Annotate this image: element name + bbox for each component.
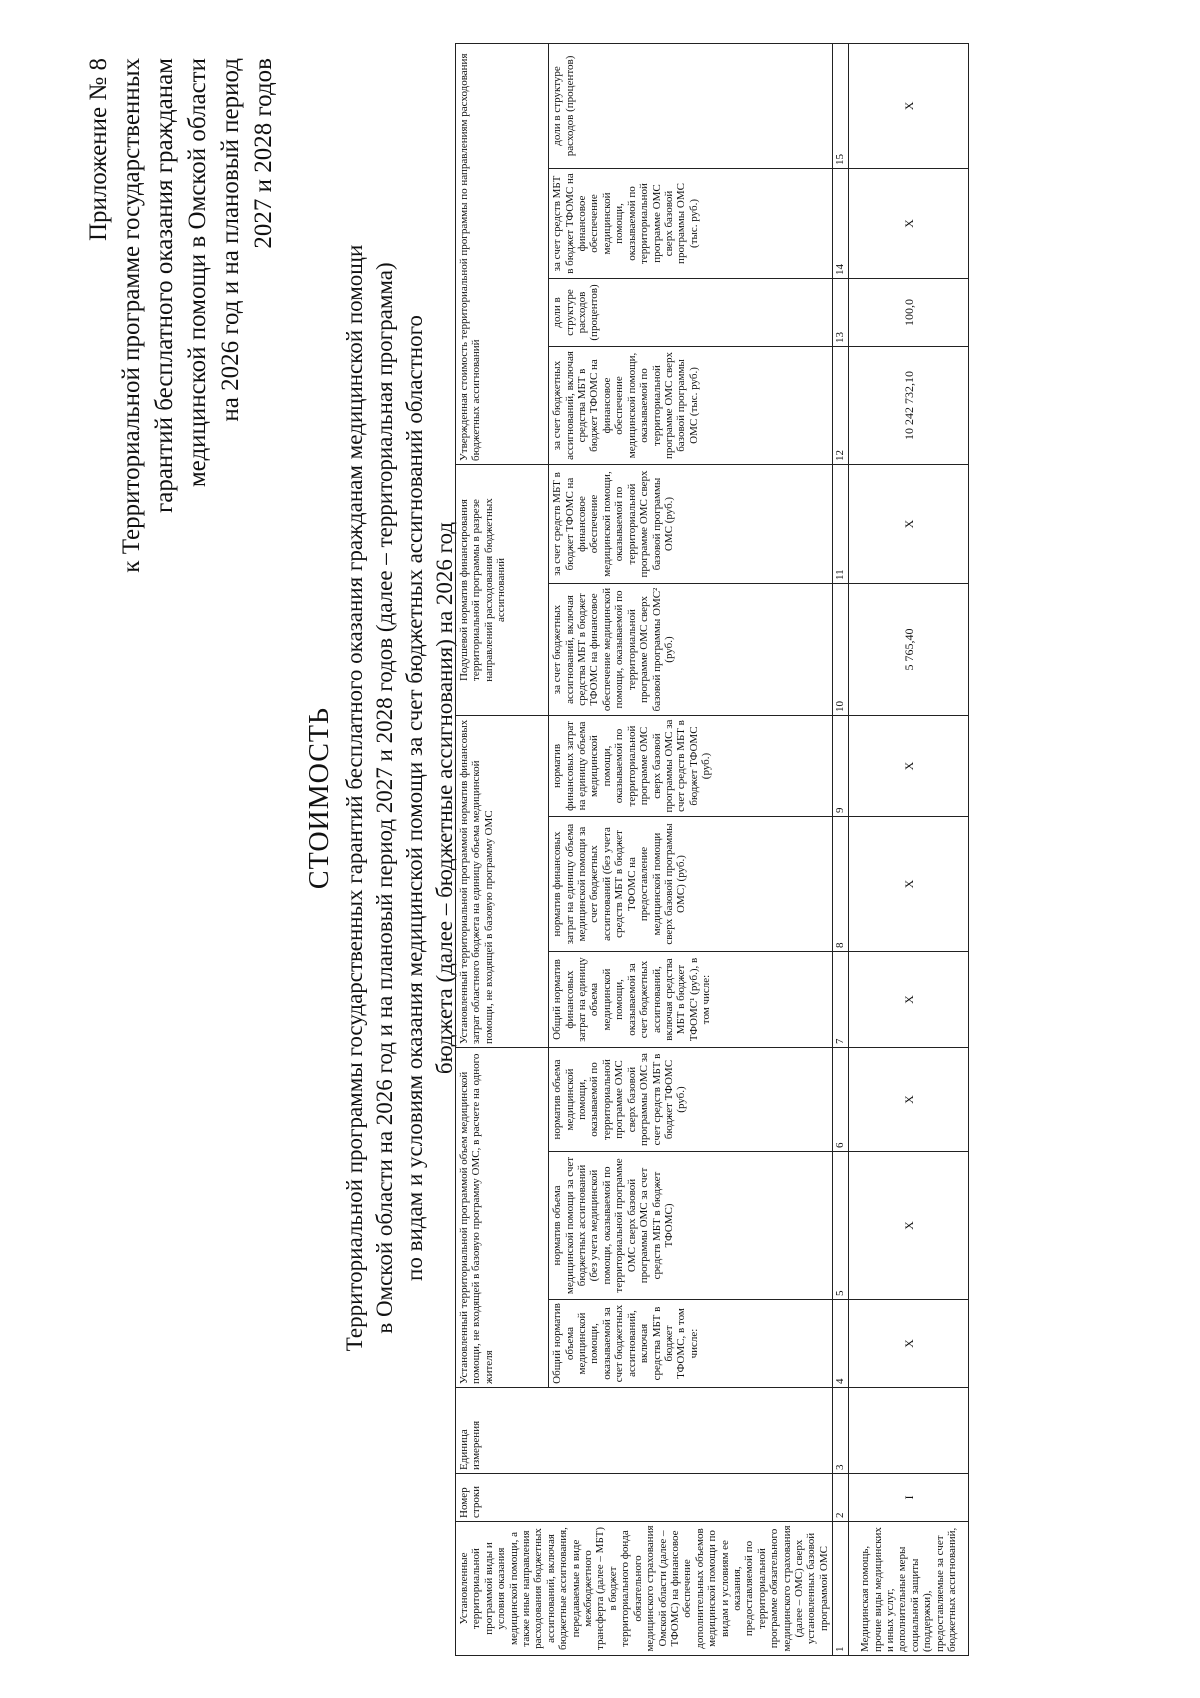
column-number: 15 <box>833 43 849 168</box>
subtitle-line: Территориальной программы государственных гарантий бесплатного оказания гражданам медицинской помощи <box>342 244 367 1352</box>
header-cell-14: за счет средств МБТ в бюджет ТФОМС на финансовое обеспечение медицинской помощи, оказываемой по территориальной программе ОМС сверх базовой программы ОМС (тыс. руб.) <box>549 168 833 278</box>
cost-table <box>455 43 969 1656</box>
column-number: 10 <box>833 584 849 716</box>
table-cell: X <box>849 43 969 168</box>
header-cell-7: Общий норматив финансовых затрат на единицу объема медицинской помощи, оказываемой за счет бюджетных ассигнований, включая средства МБТ в бюджет ТФОМС¹ (руб.), в том числе: <box>549 952 833 1048</box>
column-number: 1 <box>833 1522 849 1656</box>
header-cell-5: норматив объема медицинской помощи за счет бюджетных ассигнований (без учета медицинской помощи, оказываемой по территориальной программе ОМС сверх базовой программы ОМС за счет средств МБТ в бюджет ТФОМС) <box>549 1152 833 1300</box>
table-cell: 10 242 732,10 <box>849 346 969 464</box>
appendix-block <box>82 58 280 678</box>
document-title: СТОИМОСТЬ <box>304 706 335 890</box>
column-number: 11 <box>833 464 849 583</box>
column-number: 7 <box>833 952 849 1048</box>
table-cell: X <box>849 952 969 1048</box>
appendix-line: 2027 и 2028 годов <box>250 58 277 249</box>
table-cell: X <box>849 464 969 583</box>
table-cell: 100,0 <box>849 278 969 346</box>
subtitle-line: в Омской области на 2026 год и на плановый период 2027 и 2028 годов (далее – территориальная программа) <box>372 262 397 1334</box>
header-cell-8: норматив финансовых затрат на единицу объема медицинской помощи за счет бюджетных ассигнований (без учета средств МБТ в бюджет ТФОМС на предоставление медицинской помощи сверх базовой программы ОМС) (руб.) <box>549 817 833 952</box>
appendix-line: на 2026 год и на плановый период <box>217 58 244 422</box>
appendix-line: Приложение № 8 <box>85 58 112 242</box>
table-cell: X <box>849 1152 969 1300</box>
header-cell-11: за счет средств МБТ в бюджет ТФОМС на финансовое обеспечение медицинской помощи, оказываемой по территориальной программе ОМС сверх базовой программы ОМС (руб.) <box>549 464 833 583</box>
column-number-row <box>833 43 849 1655</box>
subtitle-line: бюджета (далее – бюджетные ассигнования) на 2026 год <box>432 521 457 1075</box>
document-heading <box>300 68 460 1528</box>
column-number: 14 <box>833 168 849 278</box>
header-cell-2: Номер строки <box>456 1474 833 1522</box>
header-row <box>456 43 549 1655</box>
appendix-line: гарантий бесплатного оказания гражданам <box>151 58 178 514</box>
table-cell: X <box>849 1048 969 1152</box>
subtitle-line: по видам и условиям оказания медицинской помощи за счет бюджетных ассигнований областного <box>402 315 427 1281</box>
table-cell: X <box>849 817 969 952</box>
column-number: 4 <box>833 1300 849 1388</box>
row-label: Медицинская помощь, прочие виды медицинских и иных услуг, дополнительные меры социальной защиты (поддержки), предоставляемые за счет бюджетных ассигнований, <box>849 1522 969 1656</box>
header-cell-15: доли в структуре расходов (процентов) <box>549 43 833 168</box>
column-number: 2 <box>833 1474 849 1522</box>
table-cell: X <box>849 168 969 278</box>
column-number: 13 <box>833 278 849 346</box>
table-cell: X <box>849 716 969 817</box>
header-cell-3: Единица измерения <box>456 1388 833 1474</box>
table-cell: I <box>849 1474 969 1522</box>
header-cell-12: за счет бюджетных ассигнований, включая средства МБТ в бюджет ТФОМС на финансовое обеспечение медицинской помощи, оказываемой по территориальной программе ОМС сверх базовой программы ОМС (тыс. руб.) <box>549 346 833 464</box>
table-cell: X <box>849 1300 969 1388</box>
header-cell-6: норматив объема медицинской помощи, оказываемой по территориальной программе ОМС сверх базовой программы ОМС за счет средств МБТ в бюджет ТФОМС (руб.) <box>549 1048 833 1152</box>
header-group-per-capita: Подушевой норматив финансирования территориальной программы в разрезе направлений расходования бюджетных ассигнований <box>456 464 549 715</box>
header-cell-4: Общий норматив объема медицинской помощи, оказываемой за счет бюджетных ассигнований, включая средства МБТ в бюджет ТФОМС, в том числе: <box>549 1300 833 1388</box>
column-number: 3 <box>833 1388 849 1474</box>
table-row <box>849 43 969 1655</box>
appendix-line: медицинской помощи в Омской области <box>184 58 211 488</box>
header-cell-13: доли в структуре расходов (процентов) <box>549 278 833 346</box>
header-cell-10: за счет бюджетных ассигнований, включая средства МБТ в бюджет ТФОМС на финансовое обеспечение медицинской помощи, оказываемой по территориальной программе ОМС сверх базовой программы ОМС² (руб.) <box>549 584 833 716</box>
column-number: 8 <box>833 817 849 952</box>
column-number: 5 <box>833 1152 849 1300</box>
header-group-approved-cost: Утвержденная стоимость территориальной программы по направлениям расходования бюджетных ассигнований <box>456 43 549 464</box>
header-group-volume: Установленный территориальной программой объем медицинской помощи, не входящей в базовую программу ОМС, в расчете на одного жителя <box>456 1048 549 1388</box>
table-cell: 5 765,40 <box>849 584 969 716</box>
header-cell-9: норматив финансовых затрат на единицу объема медицинской помощи, оказываемой по территориальной программе ОМС сверх базовой программы ОМС за счет средств МБТ в бюджет ТФОМС (руб.) <box>549 716 833 817</box>
table-cell <box>849 1388 969 1474</box>
header-group-cost-norm: Установленный территориальной программой норматив финансовых затрат областного бюджета на единицу объема медицинской помощи, не входящей в базовую программу ОМС <box>456 716 549 1048</box>
column-number: 6 <box>833 1048 849 1152</box>
column-number: 9 <box>833 716 849 817</box>
column-number: 12 <box>833 346 849 464</box>
header-cell-1: Установленные территориальной программой виды и условия оказания медицинской помощи, а также иные направления расходования бюджетных ассигнований, включая бюджетные ассигнования, передаваемые в виде межбюджетного трансферта (далее – МБТ) в бюджет территориального фонда обязательного медицинского страхования Омской области (далее – ТФОМС) на финансовое обеспечение дополнительных объемов медицинской помощи по видам и условиям ее оказания, предоставляемой по территориальной программе обязательного медицинского страхования (далее – ОМС) сверх установленных базовой программой ОМС <box>456 1522 833 1656</box>
appendix-line: к Территориальной программе государственных <box>118 58 145 573</box>
